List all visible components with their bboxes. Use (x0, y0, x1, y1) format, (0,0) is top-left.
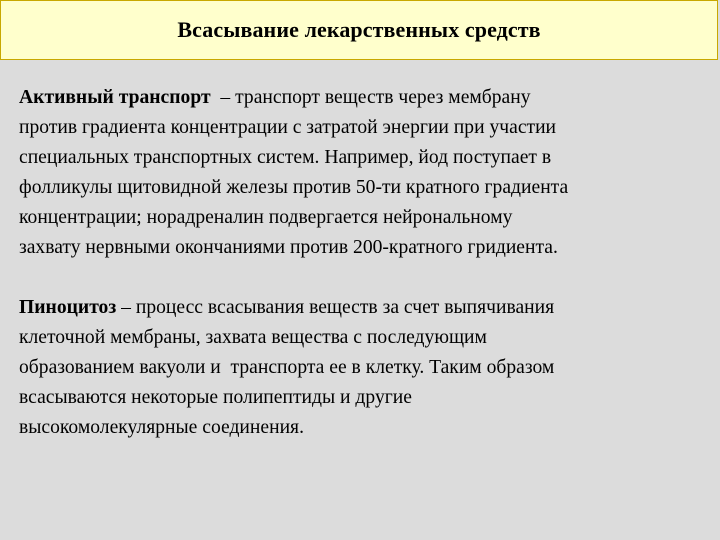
paragraph-line: захвату нервными окончаниями против 200-кратного гридиента. (19, 237, 558, 258)
definition-start: – транспорт веществ через мембрану (210, 87, 531, 108)
definition-start: – процесс всасывания веществ за счет выпячивания (116, 297, 555, 318)
paragraph-line (19, 293, 709, 323)
paragraph-line: высокомолекулярные соединения. (19, 417, 304, 438)
slide-content (19, 83, 709, 443)
term-pinocytosis: Пиноцитоз (19, 297, 117, 318)
paragraph-pinocytosis (19, 293, 709, 443)
paragraph-line: образованием вакуоли и транспорта ее в клетку. Таким образом (19, 357, 555, 378)
title-bar (0, 0, 718, 60)
paragraph-line: специальных транспортных систем. Например, йод поступает в (19, 147, 552, 168)
paragraph-line (19, 83, 709, 113)
paragraph-line: против градиента концентрации с затратой энергии при участии (19, 117, 557, 138)
paragraph-line: всасываются некоторые полипептиды и другие (19, 387, 412, 408)
term-active-transport: Активный транспорт (19, 87, 211, 108)
paragraph-line: клеточной мембраны, захвата вещества с последующим (19, 327, 487, 348)
slide-title: Всасывание лекарственных средств (177, 17, 541, 42)
paragraph-line: фолликулы щитовидной железы против 50-ти кратного градиента (19, 177, 569, 198)
paragraph-line: концентрации; норадреналин подвергается нейрональному (19, 207, 513, 228)
paragraph-active-transport (19, 83, 709, 263)
